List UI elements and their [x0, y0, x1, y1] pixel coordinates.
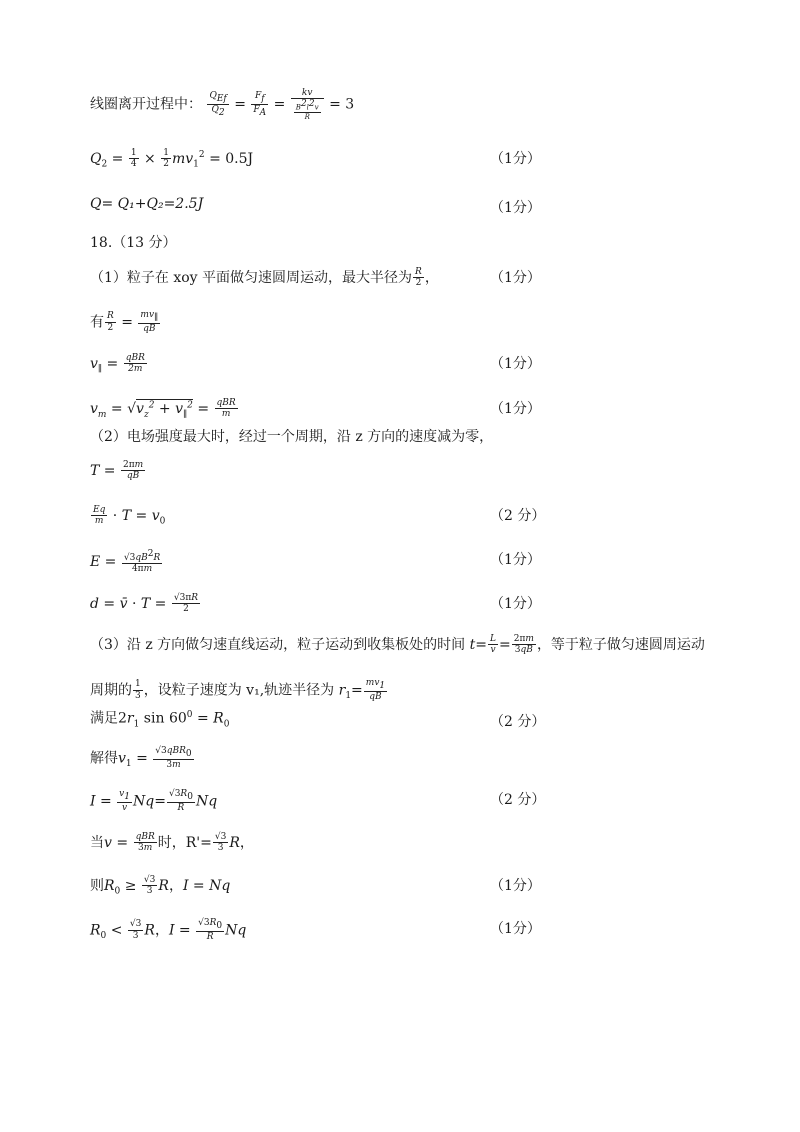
fraction: $\frac{√3}{3}$	[129, 919, 142, 941]
fraction: $\frac{1}{2}$	[163, 148, 169, 170]
fraction: $\frac{√3qBR_0}{3m}$	[155, 746, 192, 771]
then-label: 则	[90, 877, 104, 894]
line-eq-T-v0: $\frac{Eq}{m}$ · $T = v_0$	[93, 505, 166, 527]
line-E: E = $\frac{√3qB^2R}{4\pi m}$	[90, 549, 161, 575]
fraction: $\frac{√3qB^2R}{4\pi m}$	[123, 549, 161, 575]
part-3-statement-period: 周期的	[90, 682, 132, 699]
fraction: $\frac{Q_{Ef}}{Q_2}$	[209, 90, 227, 118]
line-when: 当v = $\frac{\text{qBR}}{3m}$ 时，R'= $\frac{√3}{3}$ R，	[90, 832, 254, 854]
part-1-statement: （1）粒子在 xoy 平面做匀速圆周运动，最大半径为	[90, 269, 413, 286]
line-radius-eq: 有 $\frac{R}{2}$ = $\frac{mv_\parallel}{qB}$	[90, 310, 159, 335]
line-q-total: Q= Q₁+Q₂=2.5J	[90, 196, 204, 212]
score: （1分）	[490, 270, 541, 286]
fraction: $\frac{F_f}{F_A}$	[253, 90, 267, 118]
line-d: d = v̄ · T = $\frac{√3\pi R}{2}$	[90, 593, 199, 615]
score: （1分）	[490, 401, 541, 417]
fraction: $\frac{√3R_0}{R}$	[198, 918, 223, 943]
part-3-text-2: 周期的 $\frac{1}{3}$ ，设粒子速度为 v₁,轨迹半径为 $r_1=$ $\frac{mv_1}{qB}$	[90, 678, 386, 703]
when-tail: 时，	[157, 834, 186, 851]
fraction: $\frac{2\pi m}{3qB}$	[513, 634, 534, 656]
fraction: $\frac{2\pi m}{qB}$	[122, 460, 144, 482]
fraction: $\frac{R}{2}$	[107, 311, 114, 333]
score: （1分）	[490, 200, 541, 216]
fraction: $\frac{\text{qBR}}{m}$	[216, 398, 236, 420]
fraction: $\frac{√3}{3}$	[143, 875, 156, 897]
line-coil-leaving: 线圈离开过程中： $\frac{Q_{Ef}}{Q_2}$ = $\frac{F_f}{F_A}$ = $\frac{kv}{\frac{B^2l^2v}{R}}$ = 3	[90, 88, 355, 121]
solve-label: 解得	[90, 750, 118, 767]
fraction: $\frac{kv}{\frac{B^2l^2v}{R}}$	[291, 88, 324, 121]
score: （1分）	[490, 878, 541, 894]
line-q2: $Q_2$ = $\frac{1}{4}$ × $\frac{1}{2}$ $mv_1^2 = 0.5J$	[90, 148, 254, 170]
score: （1分）	[490, 921, 541, 937]
fraction: $\frac{\text{qBR}}{3m}$	[135, 832, 155, 854]
part-1-text	[90, 267, 439, 289]
score: （2 分）	[490, 714, 546, 730]
line-solve-v1: 解得$v_1$ = $\frac{√3qBR_0}{3m}$	[90, 746, 192, 771]
line-else: $R_0$ < $\frac{√3}{3}$ R，I = $\frac{√3R_0}{R}$ Nq	[90, 918, 247, 943]
fraction: $\frac{L}{v}$	[490, 634, 496, 656]
fraction: $\frac{mv_\parallel}{qB}$	[140, 310, 159, 335]
score: （2 分）	[490, 508, 546, 524]
has-label: 有	[90, 314, 104, 331]
equation-result: = 3	[329, 96, 355, 113]
fraction: $\frac{√3R_0}{R}$	[168, 789, 193, 814]
line-v-parallel: $v_\parallel$ = $\frac{\text{qBR}}{2m}$	[90, 353, 145, 375]
line-period: T = $\frac{2\pi m}{qB}$	[90, 460, 144, 482]
coil-leaving-label: 线圈离开过程中：	[90, 96, 202, 113]
score: （1分）	[490, 151, 541, 167]
fraction: $\frac{R}{2}$	[415, 267, 422, 289]
score: （1分）	[490, 552, 541, 568]
q2-result: = 0.5J	[209, 150, 254, 167]
line-vm: $v_m = √v_z^2 + v_\parallel^2$ = $\frac{\text{qBR}}{m}$	[90, 398, 236, 420]
fraction: $\frac{√3\pi R}{2}$	[173, 593, 199, 615]
fraction: $\frac{v_1}{v}$	[119, 789, 130, 814]
fraction: $\frac{\text{qBR}}{2m}$	[125, 353, 145, 375]
part-2-text: （2）电场强度最大时，经过一个周期，沿 z 方向的速度减为零，	[90, 429, 494, 445]
part-3-statement: （3）沿 z 方向做匀速直线运动，粒子运动到收集板处的时间	[90, 636, 466, 653]
score: （2 分）	[490, 792, 546, 808]
fraction: $\frac{√3}{3}$	[214, 832, 227, 854]
satisfy-label: 满足	[90, 710, 118, 727]
line-current: I = $\frac{v_1}{v}$ Nq= $\frac{√3R_0}{R}$ Nq	[90, 789, 218, 814]
part-3-statement-cont: ，等于粒子做匀速圆周运动	[536, 636, 705, 653]
line-then: 则$R_0$ ≥ $\frac{√3}{3}$ R，I = Nq	[90, 875, 231, 897]
fraction: $\frac{1}{4}$	[130, 148, 137, 170]
question-18-header: 18.（13 分）	[90, 235, 177, 251]
fraction: $\frac{1}{3}$	[135, 679, 141, 701]
part-3-statement-speed: ，设粒子速度为 v₁,轨迹半径为	[143, 682, 335, 699]
line-satisfy: 满足$2r_1$ $\sin 60^0 = R_0$	[90, 710, 230, 730]
when-label: 当	[90, 834, 104, 851]
score: （1分）	[490, 356, 541, 372]
score: （1分）	[490, 596, 541, 612]
punctuation: ，	[424, 269, 439, 286]
part-3-text: （3）沿 z 方向做匀速直线运动，粒子运动到收集板处的时间 t= $\frac{L}{v}$ = $\frac{2\pi m}{3qB}$ ，等于粒子做匀速圆周运动	[90, 634, 705, 656]
fraction: $\frac{mv_1}{qB}$	[365, 678, 386, 703]
fraction: $\frac{Eq}{m}$	[93, 505, 106, 527]
